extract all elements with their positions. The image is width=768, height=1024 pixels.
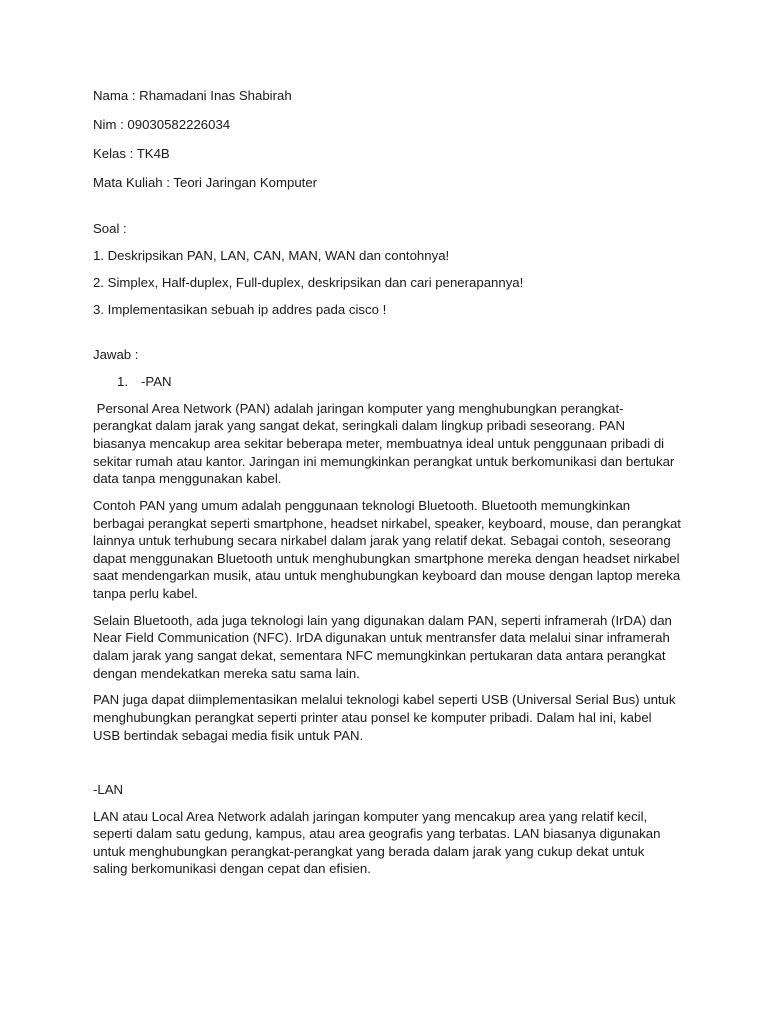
lan-paragraph: LAN atau Local Area Network adalah jaringan komputer yang mencakup area yang relatif kecil, seperti dalam satu gedung, kampus, atau area geografis yang terbatas. LAN biasanya digunakan untuk menghubungkan perangkat-perangkat yang berada dalam jarak yang cukup dekat untuk saling berkomunikasi dengan cepat dan efisien. — [93, 808, 661, 877]
lan-heading: -LAN — [93, 781, 124, 797]
pan-paragraph: Selain Bluetooth, ada juga teknologi lain yang digunakan dalam PAN, seperti inframerah (IrDA) dan Near Field Communication (NFC). IrDA digunakan untuk mentransfer data melalui sinar inframerah dalam jarak yang sangat dekat, sementara NFC memungkinkan pertukaran data antara perangkat dengan mendekatkan mereka satu sama lain. — [93, 612, 672, 681]
question-item: 1. Deskripsikan PAN, LAN, CAN, MAN, WAN dan contohnya! — [93, 248, 450, 264]
student-nim: Nim : 09030582226034 — [93, 116, 231, 132]
spacer — [93, 753, 683, 771]
list-item-text: -PAN — [141, 373, 172, 389]
pan-paragraph: PAN juga dapat diimplementasikan melalui teknologi kabel seperti USB (Universal Serial Bus) untuk menghubungkan perangkat seperti printer atau ponsel ke komputer pribadi. Dalam hal ini, kabel USB bertindak sebagai media fisik untuk PAN. — [93, 692, 676, 743]
student-class: Kelas : TK4B — [93, 145, 170, 161]
spacer — [93, 203, 683, 220]
course-name: Mata Kuliah : Teori Jaringan Komputer — [93, 174, 318, 190]
pan-paragraph: Personal Area Network (PAN) adalah jaringan komputer yang menghubungkan perangkat-perangkat dalam jarak yang sangat dekat, seringkali dalam lingkup pribadi seseorang. PAN biasanya mencakup area sekitar beberapa meter, membuatnya ideal untuk penggunaan pribadi di sekitar rumah atau kantor. Jaringan ini memungkinkan perangkat untuk berkomunikasi dan bertukar data tanpa menggunakan kabel. — [93, 400, 678, 487]
pan-paragraph: Contoh PAN yang umum adalah penggunaan teknologi Bluetooth. Bluetooth memungkinkan berbagai perangkat seperti smartphone, headset nirkabel, speaker, keyboard, mouse, dan perangkat lainnya untuk terhubung secara nirkabel dalam jarak yang relatif dekat. Sebagai contoh, seseorang dapat menggunakan Bluetooth untuk menghubungkan smartphone mereka dengan headset nirkabel saat mendengarkan musik, atau untuk menghubungkan keyboard dan mouse dengan laptop mereka tanpa perlu kabel. — [93, 498, 681, 601]
student-name: Nama : Rhamadani Inas Shabirah — [93, 88, 292, 103]
spacer — [93, 329, 683, 346]
jawab-label: Jawab : — [93, 346, 139, 362]
question-item: 3. Implementasikan sebuah ip addres pada cisco ! — [93, 302, 387, 318]
question-item: 2. Simplex, Half-duplex, Full-duplex, deskripsikan dan cari penerapannya! — [93, 275, 524, 291]
list-number: 1. — [117, 373, 128, 389]
document-body — [93, 87, 683, 887]
answer-list-item — [117, 373, 683, 391]
soal-label: Soal : — [93, 220, 127, 236]
